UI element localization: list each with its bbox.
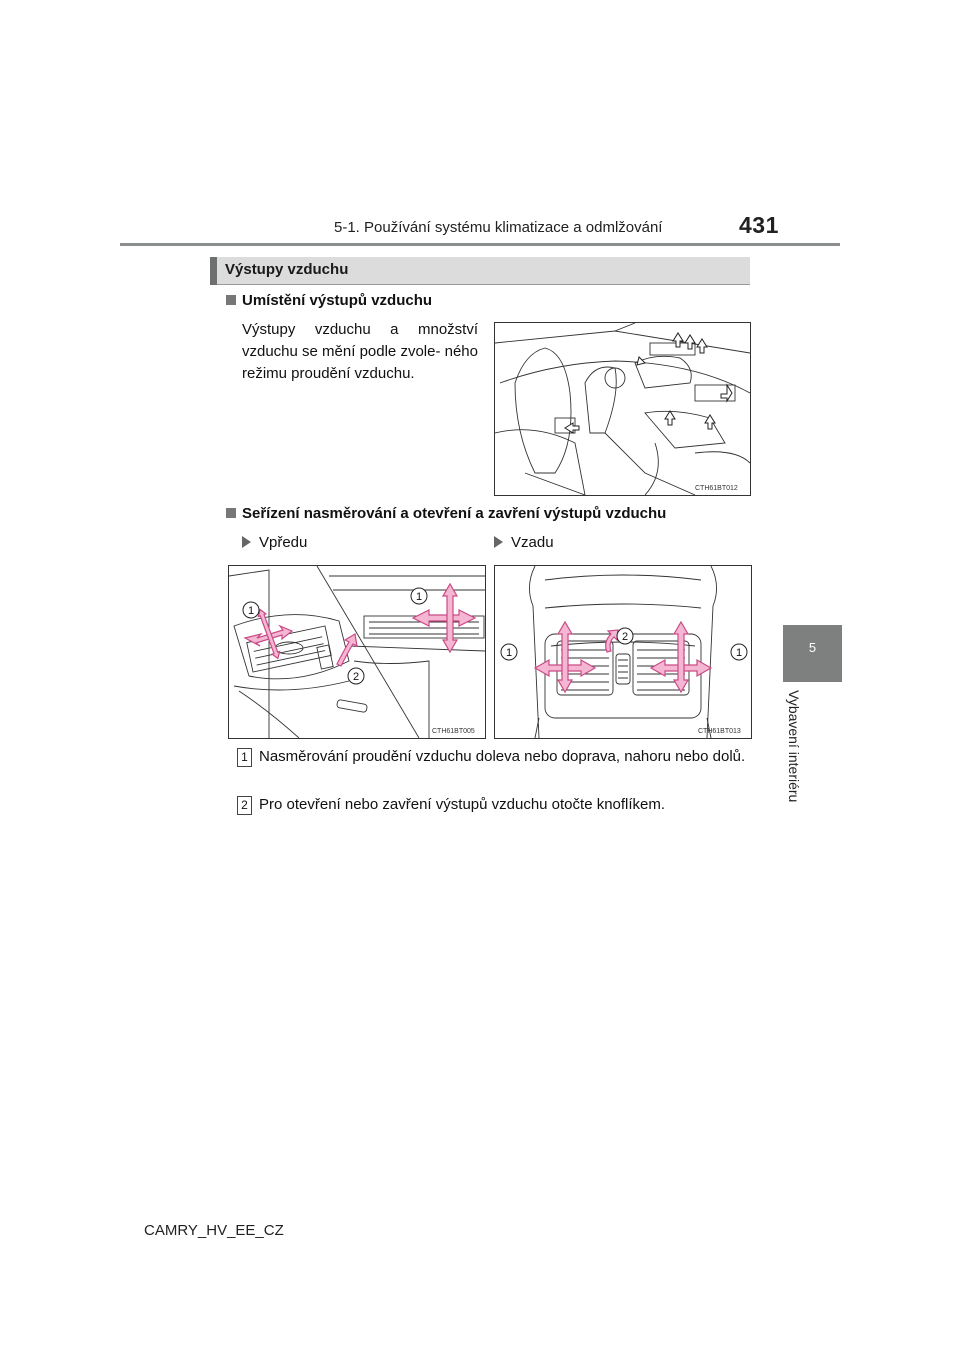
note-2-text: Pro otevření nebo zavření výstupů vzduchu otočte knoflíkem. (259, 796, 666, 813)
rear-label: Vzadu (494, 534, 554, 551)
footer-code: CAMRY_HV_EE_CZ (144, 1222, 284, 1239)
front-vent-illustration (229, 566, 485, 738)
front-label: Vpředu (242, 534, 307, 551)
note-1-text: Nasměrování proudění vzduchu doleva nebo doprava, nahoru nebo dolů. (259, 748, 746, 765)
section-title: Výstupy vzduchu (225, 261, 349, 278)
callout-1: 1 (247, 605, 255, 617)
callout-1: 1 (505, 647, 513, 659)
location-text: Výstupy vzduchu a množství vzduchu se mění podle zvole- ného režimu proudění vzduchu. (242, 321, 478, 382)
location-heading: Umístění výstupů vzduchu (226, 292, 432, 309)
triangle-bullet-icon (494, 536, 503, 548)
note-1-number: 1 (237, 748, 252, 767)
cabin-illustration (495, 323, 750, 495)
callout-2: 2 (621, 631, 629, 643)
square-bullet-icon (226, 295, 236, 305)
chapter-label-text: Vybavení interiéru (786, 690, 802, 803)
rear-vent-figure (494, 565, 752, 739)
figure-code: CTH61BT013 (698, 728, 741, 735)
header-title: 5-1. Používání systému klimatizace a odmlžování (334, 219, 663, 236)
page-number: 431 (739, 212, 779, 238)
chapter-label (784, 690, 804, 830)
front-vent-figure (228, 565, 486, 739)
callout-1: 1 (415, 591, 423, 603)
callout-2: 2 (352, 671, 360, 683)
cabin-figure (494, 322, 751, 496)
header-rule (120, 243, 840, 246)
figure-code: CTH61BT005 (432, 728, 475, 735)
section-accent (210, 257, 217, 285)
callout-1: 1 (735, 647, 743, 659)
figure-code: CTH61BT012 (695, 485, 738, 492)
section-title-bar (210, 257, 750, 285)
chapter-number: 5 (808, 640, 817, 655)
rear-vent-illustration (495, 566, 751, 738)
adjust-heading: Seřízení nasměrování a otevření a zavření výstupů vzduchu (226, 505, 666, 522)
note-2-number: 2 (237, 796, 252, 815)
square-bullet-icon (226, 508, 236, 518)
triangle-bullet-icon (242, 536, 251, 548)
